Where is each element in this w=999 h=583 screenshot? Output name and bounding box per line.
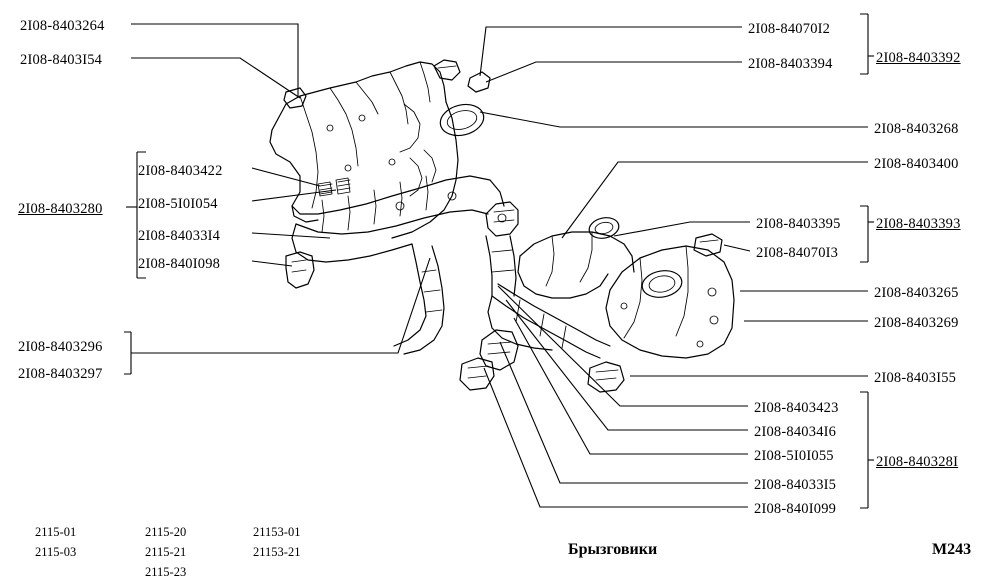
part-label: 2I08-84033I5 xyxy=(754,477,837,493)
model-code: 2115-03 xyxy=(35,545,77,559)
part-group-label: 2I08-8403280 xyxy=(18,201,103,217)
model-code: 21153-01 xyxy=(253,525,301,539)
part-label: 2I08-8403269 xyxy=(874,315,959,331)
part-label: 2I08-8403297 xyxy=(18,366,103,382)
model-code: 2115-20 xyxy=(145,525,187,539)
part-label: 2I08-8403400 xyxy=(874,156,959,172)
part-label: 2I08-8403268 xyxy=(874,121,959,137)
part-label: 2I08-84034I6 xyxy=(754,424,837,440)
part-label: 2I08-8403395 xyxy=(756,216,841,232)
part-label: 2I08-8403265 xyxy=(874,285,959,301)
right-assembly-drawing xyxy=(460,202,734,392)
part-label: 2I08-84070I3 xyxy=(756,245,839,261)
part-label: 2I08-8403394 xyxy=(748,56,833,72)
part-label: 2I08-5I0I055 xyxy=(754,448,834,464)
part-label: 2I08-8403264 xyxy=(20,18,105,34)
part-group-label: 2I08-8403393 xyxy=(876,216,961,232)
part-label: 2I08-8403296 xyxy=(18,339,103,355)
part-label: 2I08-5I0I054 xyxy=(138,196,218,212)
part-label: 2I08-8403423 xyxy=(754,400,839,416)
model-code: 2115-01 xyxy=(35,525,77,539)
model-code: 2115-23 xyxy=(145,565,187,579)
part-label: 2I08-84033I4 xyxy=(138,228,221,244)
part-group-label: 2I08-840328I xyxy=(876,454,959,470)
part-group-label: 2I08-8403392 xyxy=(876,50,961,66)
part-label: 2I08-840I099 xyxy=(754,501,837,517)
part-label: 2I08-84070I2 xyxy=(748,21,831,37)
model-code: 21153-21 xyxy=(253,545,301,559)
left-assembly-drawing xyxy=(270,60,504,354)
part-label: 2I08-8403I54 xyxy=(20,52,103,68)
diagram-title: Брызговики xyxy=(568,541,658,558)
diagram-page-code: M243 xyxy=(932,541,972,558)
part-label: 2I08-8403422 xyxy=(138,163,223,179)
part-label: 2I08-840I098 xyxy=(138,256,221,272)
model-code: 2115-21 xyxy=(145,545,187,559)
part-label: 2I08-8403I55 xyxy=(874,370,957,386)
